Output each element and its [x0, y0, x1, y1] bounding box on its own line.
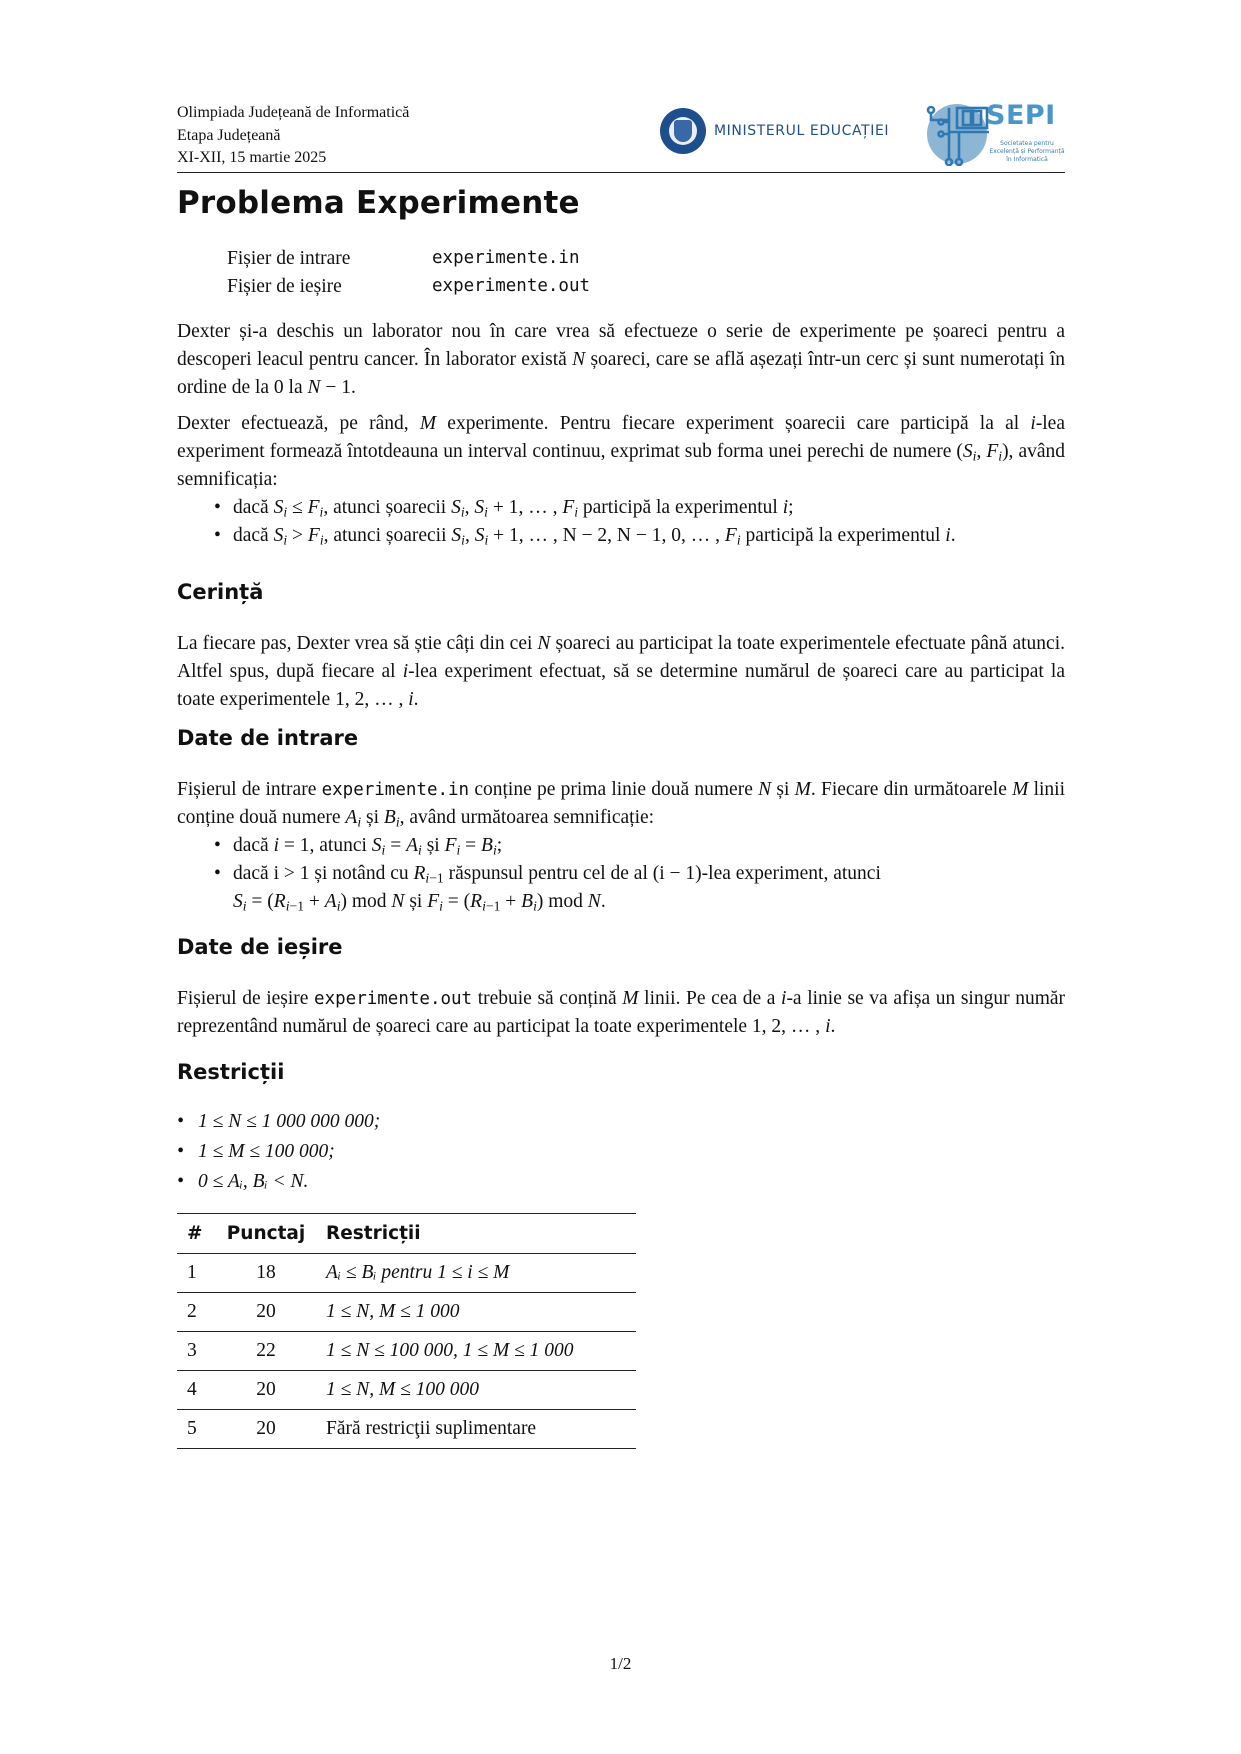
cell-index: 5 [177, 1410, 216, 1449]
io-files [227, 245, 590, 300]
header-divider [177, 172, 1065, 173]
list-item: • dacă i = 1, atunci $S_i = A_i$ și $F_i = B_i$; [214, 832, 1065, 860]
ministry-name: MINISTERUL EDUCAȚIEI [714, 123, 890, 139]
output-file-name: experimente.out [432, 275, 591, 296]
restrictions-list [177, 1107, 380, 1197]
ministry-logo [660, 108, 889, 154]
table-row [177, 1293, 636, 1332]
input-bullets [214, 832, 1065, 916]
intro-bullets [214, 494, 1065, 550]
list-item: • dacă $S_i \le F_i$, atunci șoarecii $S_i$, $S_i + 1$, … , $F_i$ participă la experimentul i; [214, 494, 1065, 522]
page-header [177, 102, 1065, 174]
circuit-computer-icon [923, 102, 993, 166]
sepi-logo [923, 102, 1065, 166]
input-file-row [227, 245, 590, 273]
cell-restriction: Fără restricţii suplimentare [316, 1410, 636, 1449]
cell-score: 20 [216, 1371, 316, 1410]
output-paragraph: Fișierul de ieșire experimente.out trebuie să conțină M linii. Pe cea de a i-a linie se va afișa un singur număr reprezentând numărul de șoareci care au participat la toate experimentele 1, 2, … , i. [177, 988, 1066, 1037]
intro-paragraph-1: Dexter și-a deschis un laborator nou în care vrea să efectueze o serie de experimente pe șoareci pentru a descoperi leacul pentru cancer. În laborator există N șoareci, care se află așezați într-un cerc și sunt numerotați în ordine de la 0 la N − 1. [177, 321, 1066, 398]
sepi-subtitle: Societatea pentru Excelență și Performanță în Informatică [989, 140, 1065, 163]
list-item: • dacă i > 1 și notând cu $R_{i-1}$ răspunsul pentru cel de al (i − 1)-lea experiment, atunci $S_i = (R_{i-1} + A_i)$ mod N și $F_i = (R_{i-1} + B_i)$ mod N. [214, 860, 1065, 916]
table-row [177, 1371, 636, 1410]
output-file-name-inline: experimente.out [314, 989, 473, 1009]
contest-stage: Etapa Județeană [177, 126, 281, 144]
output-file-row [227, 273, 590, 301]
column-header-index: # [177, 1214, 216, 1254]
list-item: • 0 ≤ Aᵢ, Bᵢ < N. [177, 1167, 380, 1197]
cell-index: 2 [177, 1293, 216, 1332]
cell-restriction: Aᵢ ≤ Bᵢ pentru 1 ≤ i ≤ M [316, 1254, 636, 1293]
sepi-wordmark: SEPI [986, 100, 1056, 131]
column-header-score: Punctaj [216, 1214, 316, 1254]
contest-name: Olimpiada Județeană de Informatică [177, 104, 410, 121]
section-heading-input: Date de intrare [177, 726, 359, 750]
cell-index: 3 [177, 1332, 216, 1371]
section-heading-cerinta: Cerință [177, 580, 264, 604]
page-number: 1/2 [609, 1654, 632, 1673]
section-heading-output: Date de ieșire [177, 935, 343, 959]
list-item: • 1 ≤ N ≤ 1 000 000 000; [177, 1107, 380, 1137]
cell-restriction: 1 ≤ N ≤ 100 000, 1 ≤ M ≤ 1 000 [316, 1332, 636, 1371]
cerinta-paragraph: La fiecare pas, Dexter vrea să știe câți din cei N șoareci au participat la toate experimentele efectuate până atunci. Altfel spus, după fiecare al i-lea experiment efectuat, să se determine numărul de șoareci care au participat la toate experimentele 1, 2, … , i. [177, 633, 1065, 710]
input-paragraph: Fișierul de intrare experimente.in conține pe prima linie două numere N și M. Fiecare din următoarele M linii conține două numere $A_i$ și $B_i$, având următoarea semnificație: [177, 779, 1066, 830]
cell-index: 4 [177, 1371, 216, 1410]
table-header-row [177, 1214, 636, 1254]
cell-index: 1 [177, 1254, 216, 1293]
cell-score: 20 [216, 1410, 316, 1449]
column-header-restrictions: Restricții [316, 1214, 636, 1254]
list-item: • dacă $S_i > F_i$, atunci șoarecii $S_i$, $S_i + 1$, … , N − 2, N − 1, 0, … , $F_i$ participă la experimentul i. [214, 522, 1065, 550]
government-seal-icon [660, 108, 706, 154]
problem-title: Problema Experimente [177, 185, 580, 221]
cell-score: 20 [216, 1293, 316, 1332]
cell-restriction: 1 ≤ N, M ≤ 100 000 [316, 1371, 636, 1410]
output-file-label: Fișier de ieșire [227, 275, 342, 297]
subtask-table [177, 1213, 636, 1449]
input-file-name: experimente.in [432, 248, 580, 268]
intro-paragraph-2: Dexter efectuează, pe rând, M experimente. Pentru fiecare experiment șoarecii care participă la al i-lea experiment formează întotdeauna un interval continuu, exprimat sub forma unei perechi de numere ($S_i$, $F_i$), având semnificația: [177, 413, 1066, 490]
input-file-name-inline: experimente.in [321, 780, 470, 800]
section-heading-restrictions: Restricții [177, 1060, 285, 1084]
table-row [177, 1332, 636, 1371]
cell-score: 22 [216, 1332, 316, 1371]
input-file-label: Fișier de intrare [227, 248, 351, 269]
contest-info [177, 102, 409, 170]
table-row [177, 1254, 636, 1293]
cell-score: 18 [216, 1254, 316, 1293]
cell-restriction: 1 ≤ N, M ≤ 1 000 [316, 1293, 636, 1332]
contest-date: XI-XII, 15 martie 2025 [177, 149, 327, 166]
list-item: • 1 ≤ M ≤ 100 000; [177, 1137, 380, 1167]
table-row [177, 1410, 636, 1449]
